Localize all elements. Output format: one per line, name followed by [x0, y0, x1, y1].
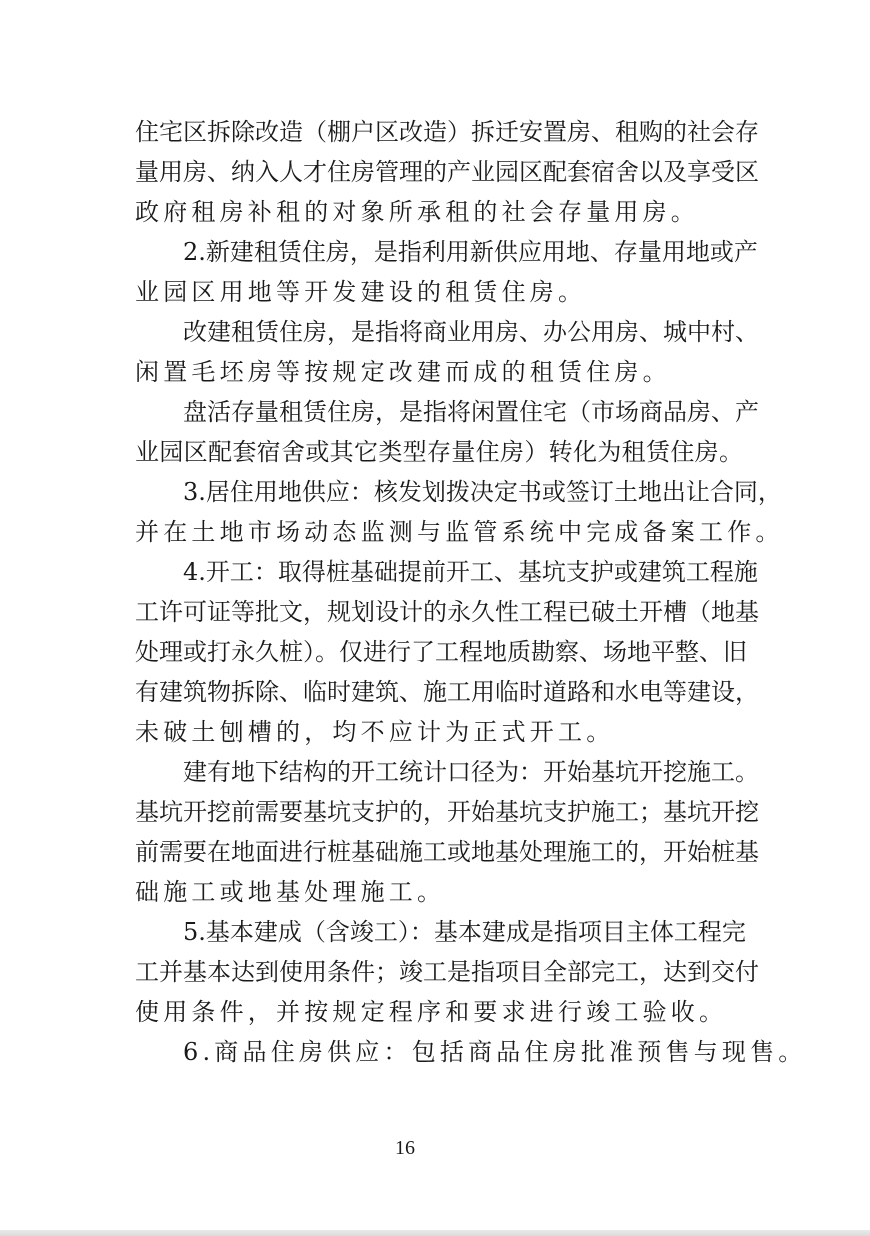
text-line: 并在土地市场动态监测与监管系统中完成备案工作。: [135, 518, 784, 546]
text-line: 盘活存量租赁住房，是指将闲置住宅（市场商品房、产: [183, 398, 759, 426]
text-line: 础施工或地基处理施工。: [135, 878, 446, 906]
text-line: 3.居住用地供应：核发划拨决定书或签订土地出让合同，: [183, 478, 782, 506]
text-line: 基坑开挖前需要基坑支护的，开始基坑支护施工；基坑开挖: [135, 798, 759, 826]
text-line: 有建筑物拆除、临时建筑、施工用临时道路和水电等建设，: [135, 678, 759, 706]
text-line: 建有地下结构的开工统计口径为：开始基坑开挖施工。: [183, 758, 759, 786]
text-line: 2.新建租赁住房，是指利用新供应用地、存量用地或产: [183, 238, 758, 266]
text-line: 6.商品住房供应：包括商品住房批准预售与现售。: [183, 1038, 807, 1066]
text-line: 改建租赁住房，是指将商业用房、办公用房、城中村、: [183, 318, 759, 346]
text-line: 处理或打永久桩）。仅进行了工程地质勘察、场地平整、旧: [135, 638, 747, 666]
text-line: 闲置毛坯房等按规定改建而成的租赁住房。: [135, 358, 671, 386]
text-line: 业园区用地等开发建设的租赁住房。: [135, 278, 587, 306]
text-line: 量用房、纳入人才住房管理的产业园区配套宿舍以及享受区: [135, 158, 759, 186]
text-line: 工并基本达到使用条件；竣工是指项目全部完工，达到交付: [135, 958, 759, 986]
page-bottom-edge: [0, 1230, 870, 1236]
page-number: 16: [395, 1137, 415, 1159]
text-line: 使用条件，并按规定程序和要求进行竣工验收。: [135, 998, 728, 1026]
text-line: 业园区配套宿舍或其它类型存量住房）转化为租赁住房。: [135, 438, 743, 466]
text-line: 住宅区拆除改造（棚户区改造）拆迁安置房、租购的社会存: [135, 118, 759, 146]
text-line: 未破土刨槽的，均不应计为正式开工。: [135, 718, 615, 746]
text-line: 4.开工：取得桩基础提前开工、基坑支护或建筑工程施: [183, 558, 758, 586]
text-line: 工许可证等批文，规划设计的永久性工程已破土开槽（地基: [135, 598, 759, 626]
text-line: 政府租房补租的对象所承租的社会存量用房。: [135, 198, 699, 226]
text-line: 5.基本建成（含竣工）：基本建成是指项目主体工程完: [183, 918, 746, 946]
body-text: [135, 112, 807, 1072]
text-line: 前需要在地面进行桩基础施工或地基处理施工的，开始桩基: [135, 838, 759, 866]
